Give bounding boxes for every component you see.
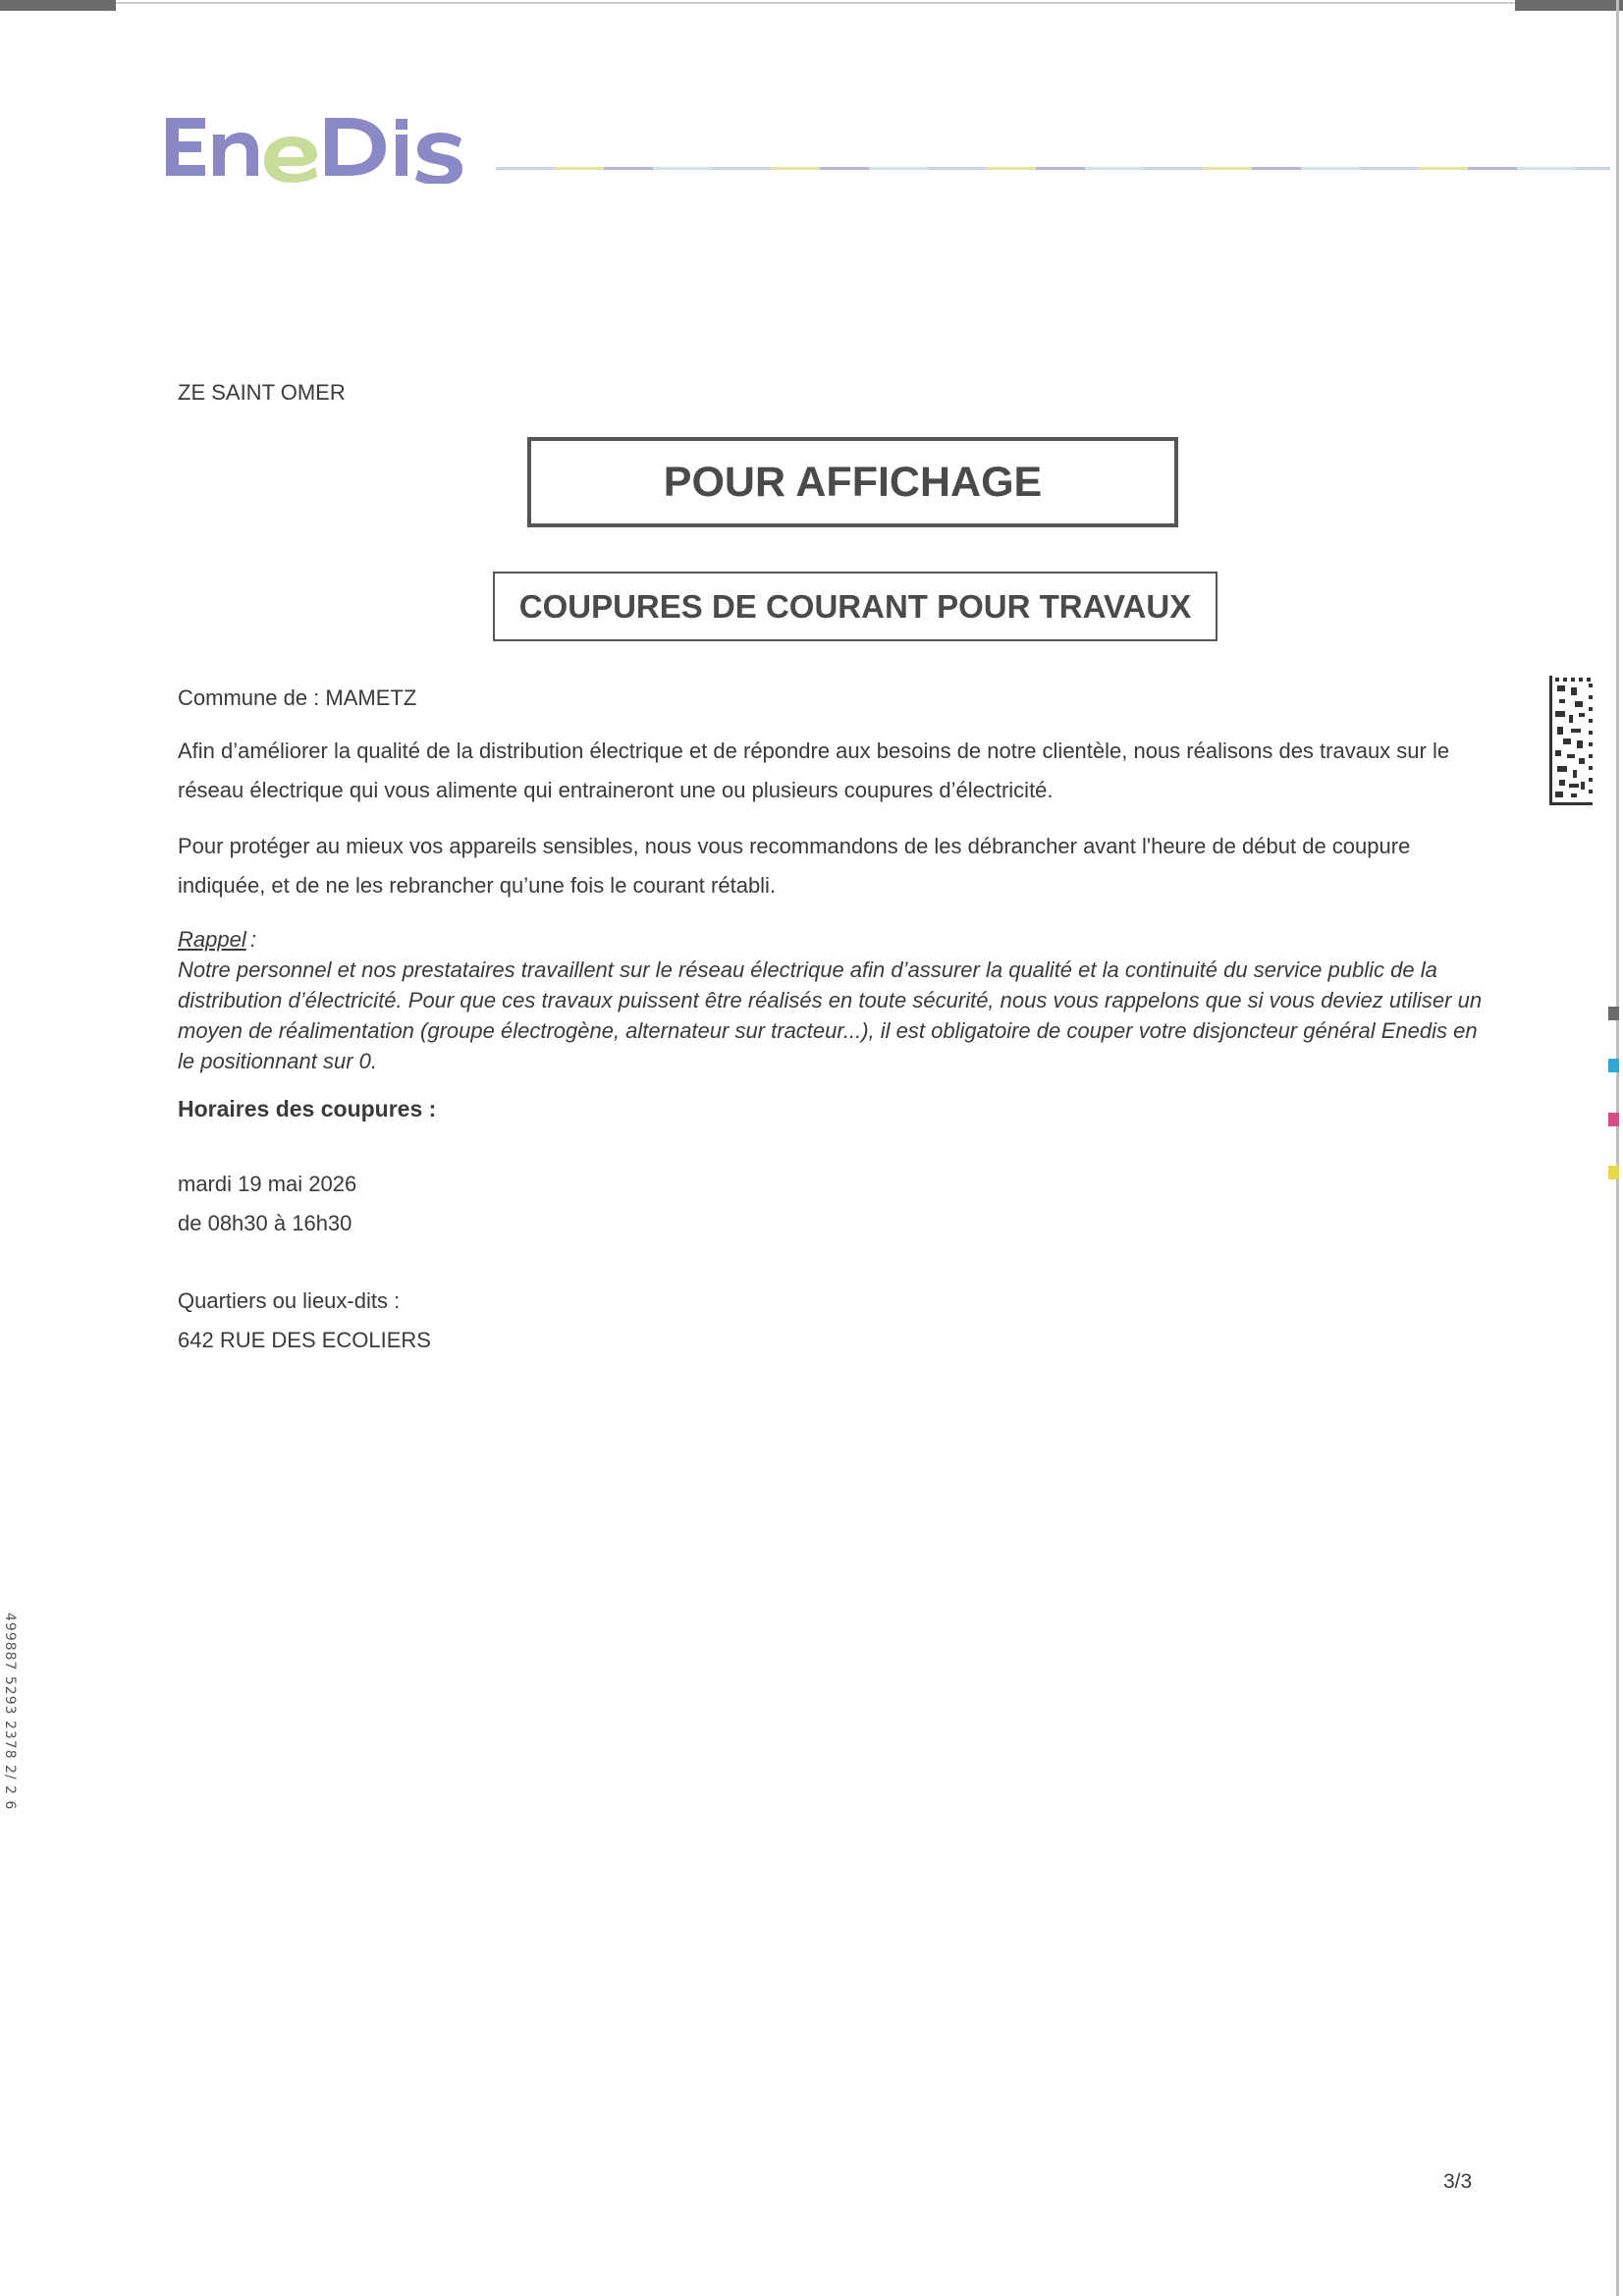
registration-mark-yellow xyxy=(1608,1166,1619,1179)
sub-title: COUPURES DE COURANT POUR TRAVAUX xyxy=(493,572,1217,641)
scan-edge-mark xyxy=(1515,0,1623,11)
paragraph-advice: Pour protéger au mieux vos appareils sensibles, nous vous recommandons de les débrancher avant l'heure de début de coupure indiquée, et de ne les rebrancher qu’une fois le courant rétabli. xyxy=(178,834,1411,898)
scan-top-line xyxy=(116,2,1515,4)
page-number: 3/3 xyxy=(1443,2170,1473,2193)
commune-label: Commune de : MAMETZ xyxy=(178,685,417,710)
locations-label: Quartiers ou lieux-dits : xyxy=(178,1288,401,1313)
registration-mark-magenta xyxy=(1608,1113,1619,1126)
rappel-text: Notre personnel et nos prestataires travaillent sur le réseau électrique afin d’assurer la qualité et la continuité du service public de la distribution d’électricité. Pour que ces travaux puissent être réalisés en toute sécurité, nous vous rappelons que si vous deviez utiliser un moyen de réalimentation (groupe électrogène, alternateur sur tracteur...), il est obligatoire de couper votre disjoncteur général Enedis en le positionnant sur 0. xyxy=(178,957,1483,1073)
scan-edge-mark xyxy=(0,0,116,11)
rappel-colon: : xyxy=(250,927,257,952)
scan-right-edge xyxy=(1616,0,1619,2296)
registration-mark-black xyxy=(1608,1007,1619,1020)
main-title: POUR AFFICHAGE xyxy=(527,437,1178,527)
rappel-title: Rappel xyxy=(178,927,246,952)
header-rule xyxy=(496,167,1610,170)
enedis-logo xyxy=(162,110,476,184)
sender-label: ZE SAINT OMER xyxy=(178,380,346,405)
datamatrix-code xyxy=(1549,676,1593,805)
registration-mark-cyan xyxy=(1608,1059,1619,1072)
locations-address: 642 RUE DES ECOLIERS xyxy=(178,1328,431,1352)
schedule-date: mardi 19 mai 2026 xyxy=(178,1172,357,1196)
schedule-heading: Horaires des coupures : xyxy=(178,1096,437,1121)
schedule-time: de 08h30 à 16h30 xyxy=(178,1211,352,1235)
paragraph-intro: Afin d’améliorer la qualité de la distribution électrique et de répondre aux besoins de notre clientèle, nous réalisons des travaux sur le réseau électrique qui vous alimente qui entraineront une ou plusieurs coupures d’électricité. xyxy=(178,738,1450,802)
margin-code: 499887 5293 2378 2/ 2 6 xyxy=(2,1613,18,1811)
